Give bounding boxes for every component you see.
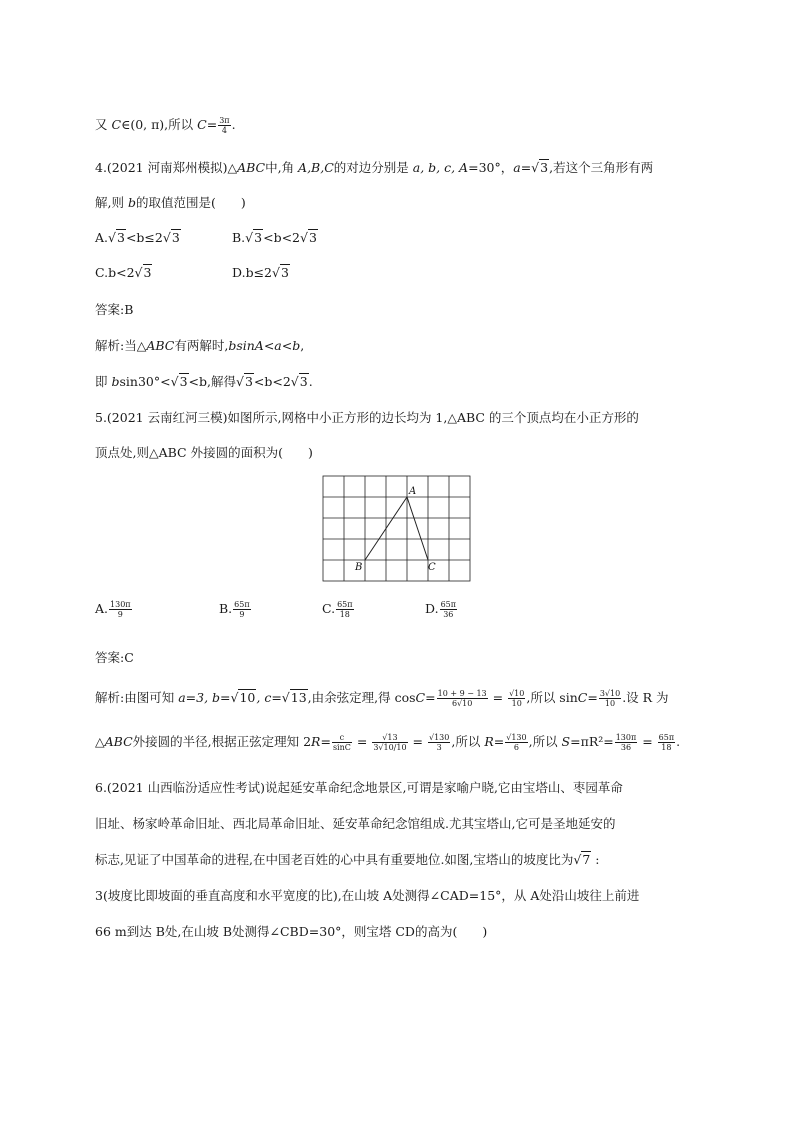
q4-solution-line-1: 解析:当△ABC有两解时,bsinA<a<b, bbox=[95, 338, 305, 353]
q4-option-b[interactable]: B.√3<b<2√3 bbox=[232, 230, 317, 245]
q5-stem-line-2: 顶点处,则△ABC 外接圆的面积为( ) bbox=[95, 445, 313, 460]
q4-options-row-2 bbox=[95, 265, 290, 280]
q5-stem-line-1: 5.(2021 云南红河三模)如图所示,网格中小正方形的边长均为 1,△ABC 的三个顶点均在小正方形的 bbox=[95, 410, 639, 425]
sqrt: √3 bbox=[531, 160, 549, 175]
q4-options-row-1 bbox=[95, 230, 318, 245]
grid-lines bbox=[323, 476, 470, 581]
q6-stem-line-1: 6.(2021 山西临汾适应性考试)说起延安革命纪念地景区,可谓是家喻户晓,它由宝塔山、枣园革命 bbox=[95, 780, 623, 795]
q6-stem-line-3: 标志,见证了中国革命的进程,在中国老百姓的心中具有重要地位.如图,宝塔山的坡度比为√7 : bbox=[95, 852, 600, 867]
q4-solution-line-2: 即 bsin30°<√3<b,解得√3<b<2√3. bbox=[95, 374, 313, 389]
q5-option-c[interactable]: C. $\frac{65\pi}{18}$ bbox=[322, 600, 353, 619]
q5-answer: 答案:C bbox=[95, 650, 134, 665]
q4-option-a[interactable]: A.√3<b≤2√3 bbox=[95, 230, 180, 245]
q4-option-c[interactable]: C.b<2√3 bbox=[95, 265, 152, 280]
q5-option-a[interactable]: A. $\frac{130\pi}{9}$ bbox=[95, 600, 131, 619]
q6-stem-line-5: 66 m到达 B处,在山坡 B处测得∠CBD=30°，则宝塔 CD的高为( ) bbox=[95, 924, 488, 939]
triangle-grid-figure bbox=[322, 475, 472, 583]
q4-option-d[interactable]: D.b≤2√3 bbox=[232, 265, 289, 280]
q5-option-b[interactable]: B. $\frac{65\pi}{9}$ bbox=[219, 600, 250, 619]
vertex-label-b: B bbox=[355, 562, 363, 573]
q5-options-row bbox=[95, 600, 458, 619]
vertex-label-a: A bbox=[409, 486, 417, 497]
q4-answer: 答案:B bbox=[95, 302, 134, 317]
q5-option-d[interactable]: D. $\frac{65\pi}{36}$ bbox=[425, 600, 456, 619]
q5-solution-line-1: 解析:由图可知 a=3, b=√10, c=√13,由余弦定理,得 cosC= $\frac{10 + 9 - 13}{6√10}$ = $\frac{√10}{10}$ ,所以 sinC= $\frac{3√10}{10}$ .设 R 为 bbox=[95, 689, 669, 708]
q6-stem-line-2: 旧址、杨家岭革命旧址、西北局革命旧址、延安革命纪念馆组成.尤其宝塔山,它可是圣地延安的 bbox=[95, 816, 616, 831]
q6-stem-line-4: 3(坡度比即坡面的垂直高度和水平宽度的比),在山坡 A处测得∠CAD=15°，从 A处沿山坡往上前进 bbox=[95, 888, 640, 903]
side-ac bbox=[407, 497, 428, 560]
triangle-abc bbox=[365, 497, 428, 560]
q4-stem-line-2: 解,则 b的取值范围是( ) bbox=[95, 195, 246, 210]
prev-solution-line: 又 C∈(0, π),所以 C= $\frac{3\pi}{4}$ . bbox=[95, 116, 236, 135]
fraction: $\frac{3\pi}{4}$ bbox=[219, 116, 230, 135]
q5-solution-line-2: △ABC外接圆的半径,根据正弦定理知 2R= $\frac{c}{\sin C}$ = $\frac{√13}{3√10/10}$ = $\frac{√130}{3}$ ,所以 R= $\frac{√130}{6}$ ,所以 S=πR²= $\frac{130\pi}{36}$ = $\frac{65\pi}{18}$ . bbox=[95, 733, 681, 752]
vertex-label-c: C bbox=[428, 562, 436, 573]
q4-stem-line-1: 4.(2021 河南郑州模拟)△ABC中,角 A,B,C的对边分别是 a, b, c, A=30°，a=√3,若这个三角形有两 bbox=[95, 160, 654, 175]
